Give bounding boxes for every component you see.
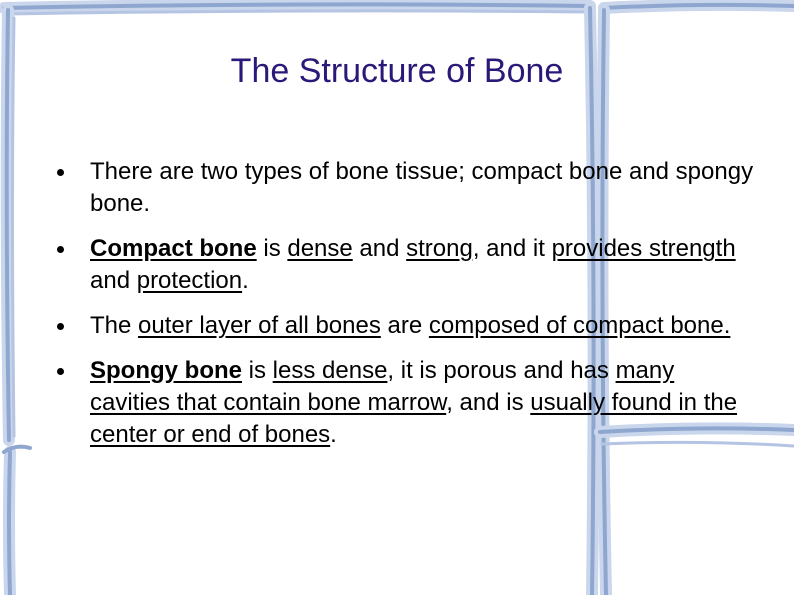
bullet-text: are bbox=[380, 312, 429, 339]
bullet-item bbox=[90, 156, 760, 220]
bullet-text: is bbox=[242, 357, 273, 384]
bullet-term: composed of compact bone. bbox=[428, 312, 731, 339]
bullet-dot-icon bbox=[57, 368, 64, 375]
bullet-dot-icon bbox=[57, 169, 64, 176]
bullet-term: outer layer of all bones bbox=[138, 312, 381, 339]
slide-title: The Structure of Bone bbox=[230, 52, 564, 90]
bullet-text: There are two types of bone tissue; compact bone and spongy bone. bbox=[90, 158, 754, 217]
bullet-term: provides strength bbox=[551, 235, 736, 262]
bullet-text: , and is bbox=[446, 389, 531, 416]
bullet-text: The bbox=[90, 312, 139, 339]
bullet-text: and bbox=[352, 235, 407, 262]
bullet-text: is bbox=[256, 235, 288, 262]
bullet-term: dense bbox=[287, 235, 353, 262]
bullet-term: Spongy bone bbox=[90, 357, 242, 384]
bullet-text: . bbox=[330, 421, 337, 448]
bullet-term: strong bbox=[406, 235, 473, 262]
bullet-term: usually found in the center or end of bones bbox=[90, 389, 738, 448]
bullet-item bbox=[90, 310, 760, 342]
bullet-text: , it is porous and has bbox=[387, 357, 616, 384]
bullet-term: protection bbox=[136, 267, 243, 294]
bullet-list bbox=[90, 156, 760, 464]
bullet-item bbox=[90, 355, 760, 451]
bullet-text: . bbox=[242, 267, 249, 294]
bullet-text: and bbox=[90, 267, 137, 294]
bullet-text: , and it bbox=[472, 235, 552, 262]
bullet-dot-icon bbox=[57, 323, 64, 330]
bullet-term: less dense bbox=[272, 357, 388, 384]
bullet-item bbox=[90, 233, 760, 297]
bullet-dot-icon bbox=[57, 246, 64, 253]
bullet-term: Compact bone bbox=[90, 235, 257, 262]
bullet-term: many cavities that contain bone marrow bbox=[90, 357, 675, 416]
